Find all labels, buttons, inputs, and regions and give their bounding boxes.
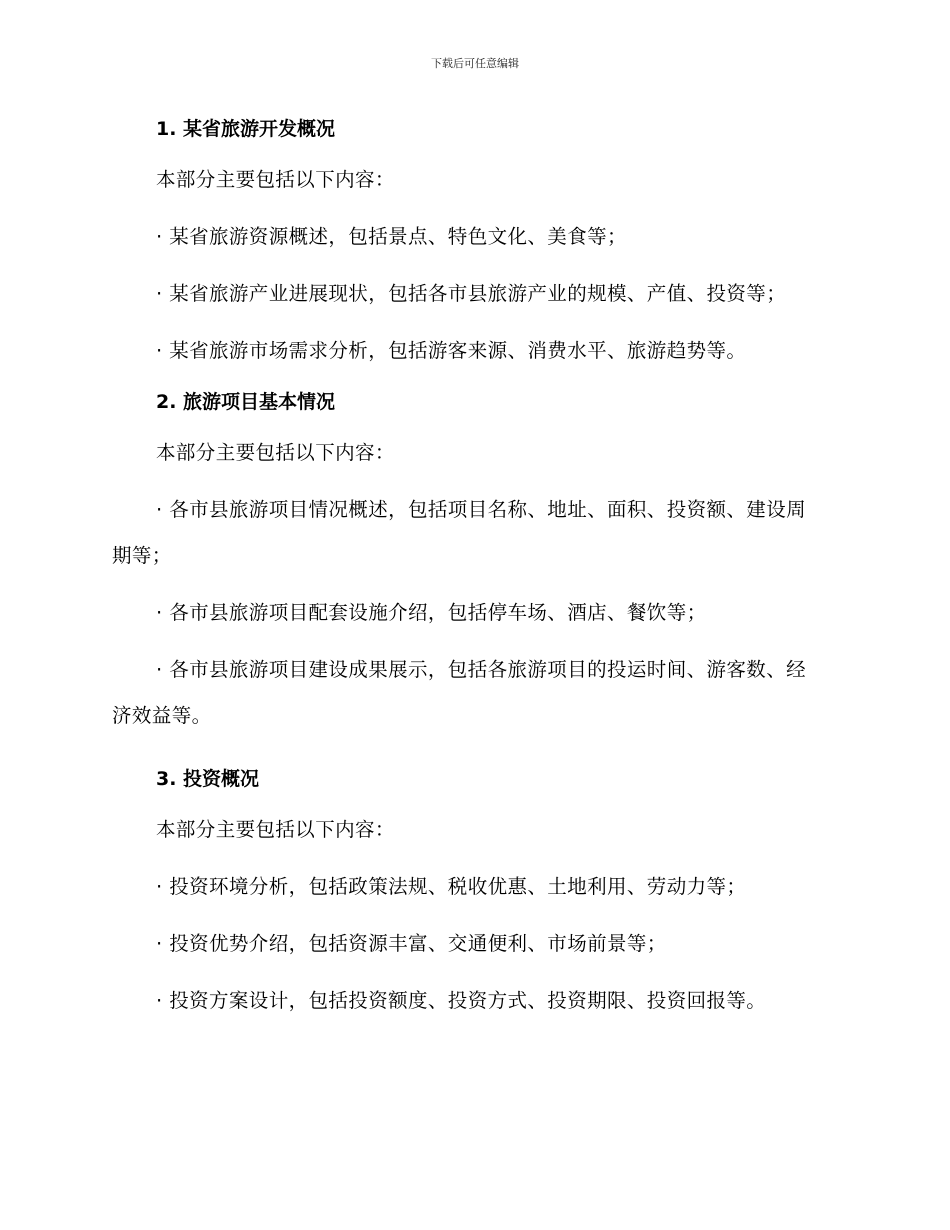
section-3-intro: 本部分主要包括以下内容： bbox=[156, 818, 395, 841]
section-2-heading: 2. 旅游项目基本情况 bbox=[156, 391, 336, 413]
section-1-bullet-3: · 某省旅游市场需求分析，包括游客来源、消费水平、旅游趋势等。 bbox=[156, 339, 747, 362]
section-1-heading: 1. 某省旅游开发概况 bbox=[156, 118, 336, 140]
section-2-bullet-2: · 各市县旅游项目配套设施介绍，包括停车场、酒店、餐饮等； bbox=[156, 601, 707, 624]
section-1-bullet-1: · 某省旅游资源概述，包括景点、特色文化、美食等； bbox=[156, 225, 627, 248]
section-3-heading: 3. 投资概况 bbox=[156, 768, 260, 790]
section-1-intro: 本部分主要包括以下内容： bbox=[156, 168, 395, 191]
section-1-bullet-2: · 某省旅游产业进展现状，包括各市县旅游产业的规模、产值、投资等； bbox=[156, 282, 787, 305]
section-2-bullet-3: · 各市县旅游项目建设成果展示，包括各旅游项目的投运时间、游客数、经济效益等。 bbox=[112, 658, 806, 727]
section-3-bullet-3: · 投资方案设计，包括投资额度、投资方式、投资期限、投资回报等。 bbox=[156, 989, 767, 1012]
document-body bbox=[112, 112, 822, 1024]
page-header-note: 下载后可任意编辑 bbox=[431, 57, 519, 70]
section-2-bullet-1: · 各市县旅游项目情况概述，包括项目名称、地址、面积、投资额、建设周期等； bbox=[112, 498, 806, 567]
section-2-intro: 本部分主要包括以下内容： bbox=[156, 441, 395, 464]
section-3-bullet-1: · 投资环境分析，包括政策法规、税收优惠、土地利用、劳动力等； bbox=[156, 875, 747, 898]
section-3-bullet-2: · 投资优势介绍，包括资源丰富、交通便利、市场前景等； bbox=[156, 932, 667, 955]
